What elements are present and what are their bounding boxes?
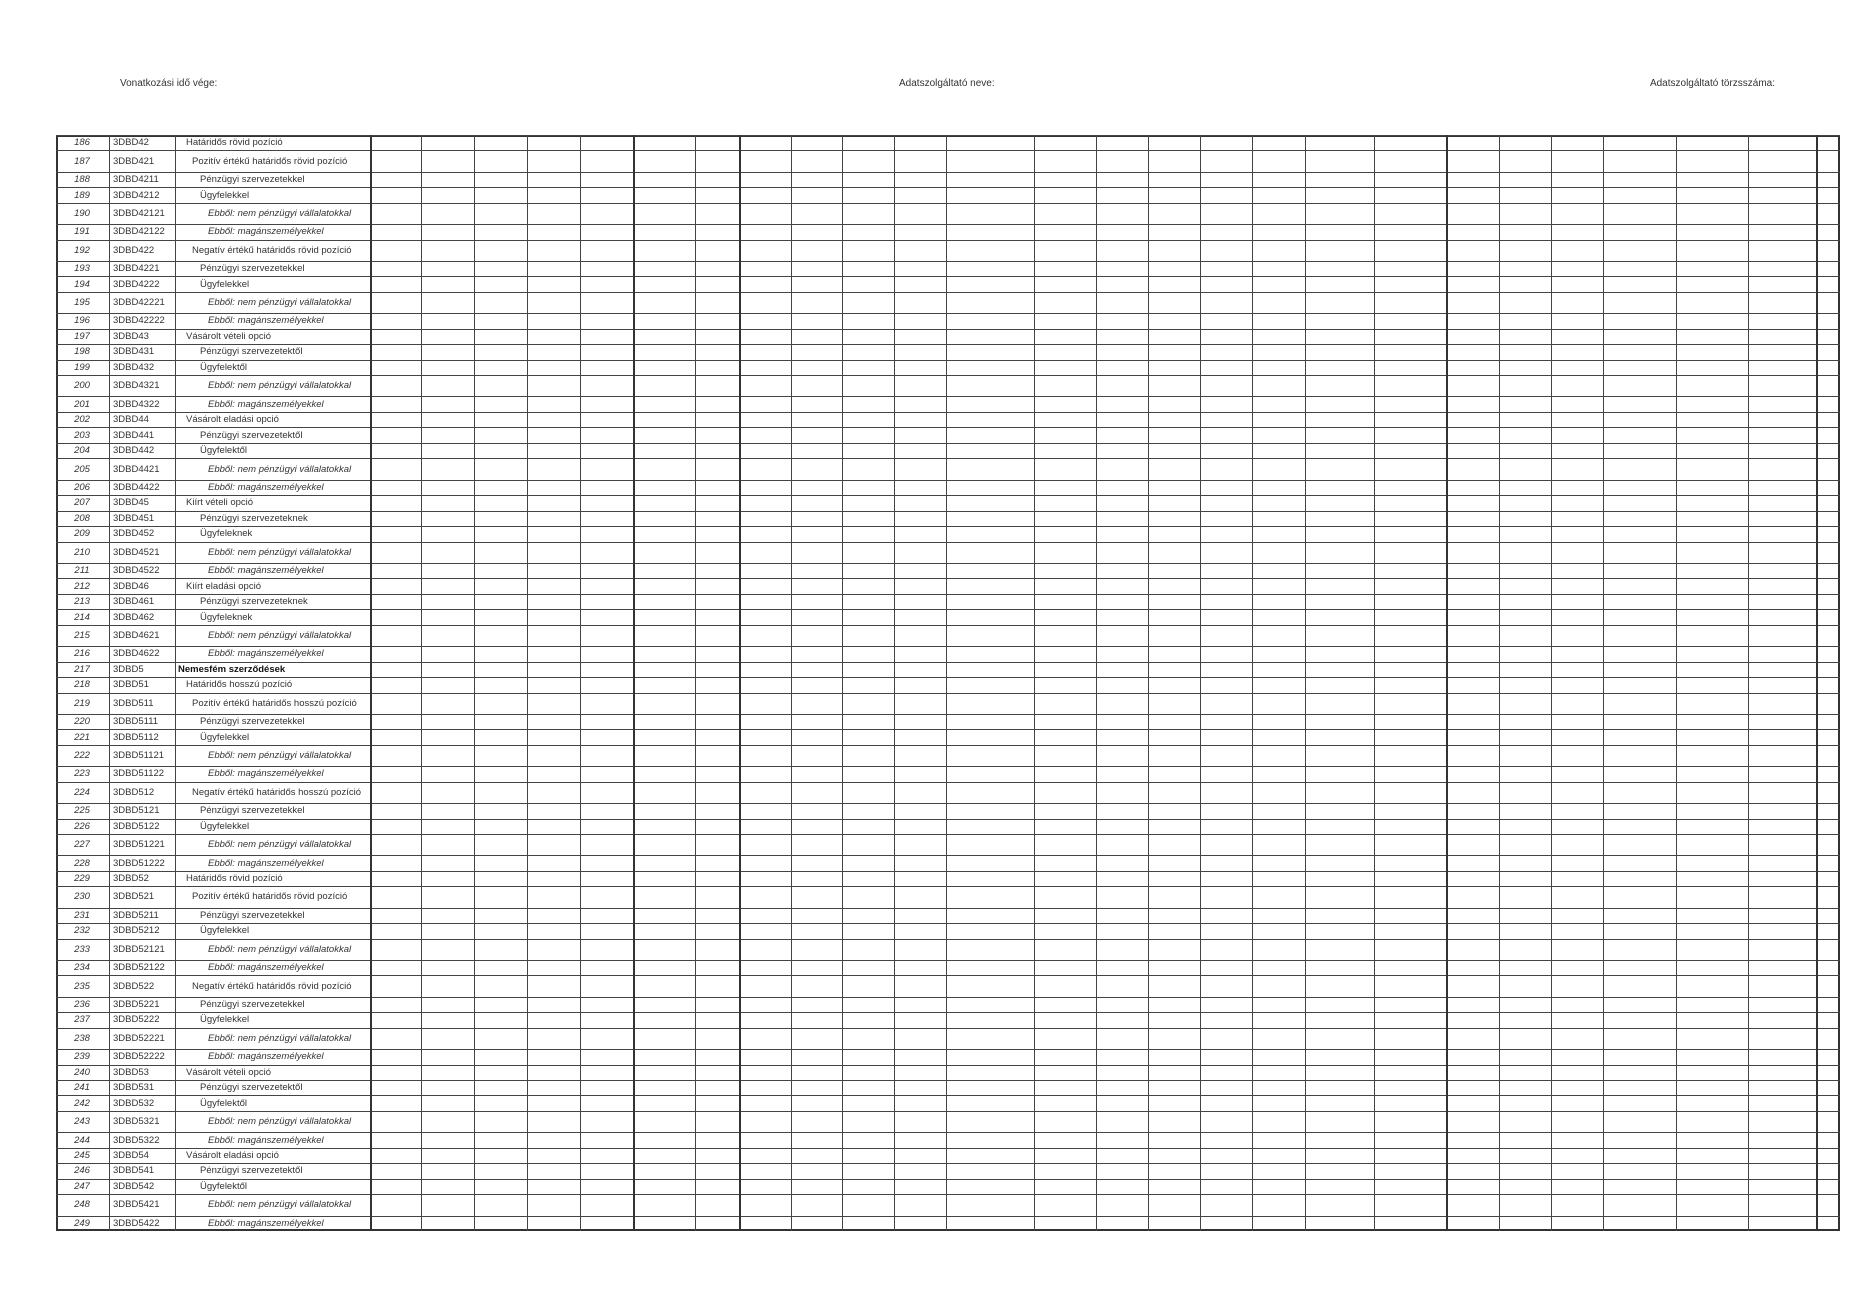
row-code: 3DBD5211 [113, 909, 159, 921]
row-number: 194 [74, 278, 90, 290]
row-number: 248 [74, 1199, 90, 1211]
row-code: 3DBD5421 [113, 1199, 160, 1211]
column-divider [633, 135, 635, 1231]
row-code: 3DBD54 [113, 1149, 149, 1161]
row-code: 3DBD522 [113, 980, 155, 992]
table-row [56, 1194, 1840, 1215]
row-label: Ebből: magánszemélyekkel [208, 768, 324, 780]
column-divider [1551, 135, 1552, 1231]
table-row [56, 261, 1840, 276]
row-label: Ügyfeleknek [200, 528, 253, 540]
row-number: 198 [74, 346, 90, 358]
row-label: Negatív értékű határidős hosszú pozíció [192, 786, 361, 798]
row-label: Vásárolt eladási opció [186, 414, 279, 426]
column-divider [1305, 135, 1306, 1231]
row-code: 3DBD5121 [113, 805, 160, 817]
row-number: 197 [74, 330, 90, 342]
table-row [56, 960, 1840, 975]
table-row [56, 997, 1840, 1012]
row-code: 3DBD5122 [113, 820, 160, 832]
row-label: Pénzügyi szervezetekkel [200, 805, 305, 817]
column-divider [1676, 135, 1677, 1231]
row-number: 201 [74, 398, 90, 410]
row-number: 187 [74, 155, 90, 167]
table-row [56, 135, 1840, 150]
row-label: Ügyfelekkel [200, 1014, 250, 1026]
row-label: Negatív értékű határidős rövid pozíció [192, 980, 352, 992]
row-label: Pénzügyi szervezetektől [200, 346, 303, 358]
row-label: Határidős rövid pozíció [186, 873, 283, 885]
row-number: 211 [74, 565, 90, 577]
row-label: Kiírt eladási opció [186, 580, 261, 592]
table-row [56, 803, 1840, 818]
row-number: 239 [74, 1051, 90, 1063]
row-number: 230 [74, 891, 90, 903]
row-number: 238 [74, 1032, 90, 1044]
row-number: 219 [74, 697, 90, 709]
row-code: 3DBD421 [113, 155, 155, 167]
row-number: 205 [74, 463, 90, 475]
data-sheet-table [56, 135, 1840, 1231]
column-divider [842, 135, 843, 1231]
row-label: Ügyfelekkel [200, 820, 250, 832]
row-number: 232 [74, 925, 90, 937]
row-code: 3DBD542 [113, 1180, 155, 1192]
table-row [56, 150, 1840, 171]
table-row [56, 224, 1840, 239]
table-row [56, 939, 1840, 960]
table-row [56, 427, 1840, 442]
table-row [56, 511, 1840, 526]
row-code: 3DBD4211 [113, 174, 159, 186]
row-label: Pozitív értékű határidős rövid pozíció [192, 155, 348, 167]
column-divider [1252, 135, 1253, 1231]
row-label: Ügyfelektől [200, 1180, 247, 1192]
row-code: 3DBD52221 [113, 1032, 165, 1044]
row-code: 3DBD4422 [113, 481, 160, 493]
row-code: 3DBD4222 [113, 278, 160, 290]
row-number: 186 [74, 137, 90, 149]
row-label: Ebből: magánszemélyekkel [208, 1217, 324, 1229]
row-number: 245 [74, 1149, 90, 1161]
row-number: 207 [74, 497, 90, 509]
row-label: Ebből: magánszemélyekkel [208, 857, 324, 869]
row-code: 3DBD5111 [113, 716, 159, 728]
row-code: 3DBD51221 [113, 839, 165, 851]
row-number: 237 [74, 1014, 90, 1026]
row-label: Ebből: nem pénzügyi vállalatokkal [208, 380, 352, 392]
row-number: 226 [74, 820, 90, 832]
row-code: 3DBD45 [113, 497, 149, 509]
column-divider [580, 135, 581, 1231]
row-label: Ebből: nem pénzügyi vállalatokkal [208, 1116, 352, 1128]
row-label: Pozitív értékű határidős rövid pozíció [192, 891, 348, 903]
row-number: 220 [74, 716, 90, 728]
row-number: 231 [74, 909, 90, 921]
table-row [56, 495, 1840, 510]
row-number: 225 [74, 805, 90, 817]
row-number: 242 [74, 1097, 90, 1109]
table-row [56, 1049, 1840, 1064]
row-number: 190 [74, 207, 90, 219]
row-label: Ebből: nem pénzügyi vállalatokkal [208, 1032, 352, 1044]
column-divider [474, 135, 475, 1231]
table-row [56, 662, 1840, 677]
row-label: Pénzügyi szervezetekkel [200, 174, 305, 186]
row-code: 3DBD4212 [113, 189, 160, 201]
table-row [56, 458, 1840, 479]
column-divider [175, 135, 176, 1231]
table-row [56, 1148, 1840, 1163]
table-row [56, 329, 1840, 344]
row-code: 3DBD441 [113, 429, 155, 441]
row-number: 199 [74, 361, 90, 373]
table-row [56, 360, 1840, 375]
row-number: 249 [74, 1217, 90, 1229]
row-number: 234 [74, 962, 90, 974]
row-code: 3DBD42221 [113, 297, 165, 309]
row-number: 246 [74, 1165, 90, 1177]
table-row [56, 1012, 1840, 1027]
row-label: Ebből: nem pénzügyi vállalatokkal [208, 943, 352, 955]
table-row [56, 1028, 1840, 1049]
row-number: 209 [74, 528, 90, 540]
column-divider [1499, 135, 1500, 1231]
row-label: Ügyfeleknek [200, 611, 253, 623]
row-number: 233 [74, 943, 90, 955]
provider-registry-label: Adatszolgáltató törzsszáma: [1649, 78, 1775, 89]
table-row [56, 563, 1840, 578]
row-label: Pénzügyi szervezeteknek [200, 512, 308, 524]
row-label: Pénzügyi szervezetektől [200, 1165, 303, 1177]
table-row [56, 886, 1840, 907]
row-label: Ügyfelekkel [200, 278, 250, 290]
row-label: Ebből: nem pénzügyi vállalatokkal [208, 750, 352, 762]
row-code: 3DBD51122 [113, 768, 165, 780]
row-code: 3DBD432 [113, 361, 155, 373]
row-code: 3DBD52222 [113, 1051, 165, 1063]
row-label: Ügyfelektől [200, 445, 247, 457]
row-code: 3DBD52 [113, 873, 149, 885]
row-label: Vásárolt vételi opció [186, 1066, 272, 1078]
table-row [56, 646, 1840, 661]
column-divider [1748, 135, 1749, 1231]
row-code: 3DBD42 [113, 137, 149, 149]
row-number: 196 [74, 315, 90, 327]
row-code: 3DBD5212 [113, 925, 160, 937]
table-row [56, 693, 1840, 714]
row-code: 3DBD4321 [113, 380, 160, 392]
row-label: Ebből: nem pénzügyi vállalatokkal [208, 629, 352, 641]
row-code: 3DBD43 [113, 330, 149, 342]
row-label: Ebből: nem pénzügyi vállalatokkal [208, 1199, 352, 1211]
row-number: 217 [74, 663, 90, 675]
row-number: 188 [74, 174, 90, 186]
table-row [56, 609, 1840, 624]
table-row [56, 1080, 1840, 1095]
row-code: 3DBD4421 [113, 463, 160, 475]
row-code: 3DBD431 [113, 346, 155, 358]
row-number: 206 [74, 481, 90, 493]
table-row [56, 396, 1840, 411]
table-row [56, 908, 1840, 923]
row-number: 243 [74, 1116, 90, 1128]
row-code: 3DBD51 [113, 679, 149, 691]
row-number: 247 [74, 1180, 90, 1192]
row-label: Pénzügyi szervezetektől [200, 429, 303, 441]
table-row [56, 1163, 1840, 1178]
row-code: 3DBD4521 [113, 546, 160, 558]
row-code: 3DBD51121 [113, 750, 165, 762]
row-label: Nemesfém szerződések [178, 663, 286, 675]
row-code: 3DBD5112 [113, 731, 159, 743]
row-code: 3DBD4621 [113, 629, 160, 641]
row-number: 228 [74, 857, 90, 869]
table-row [56, 729, 1840, 744]
row-code: 3DBD5322 [113, 1134, 160, 1146]
row-code: 3DBD422 [113, 244, 155, 256]
table-row [56, 766, 1840, 781]
row-label: Határidős rövid pozíció [186, 137, 283, 149]
table-row [56, 292, 1840, 313]
column-divider [1096, 135, 1097, 1231]
row-code: 3DBD5 [113, 663, 144, 675]
column-divider [421, 135, 422, 1231]
table-row [56, 1216, 1840, 1231]
column-divider [1446, 135, 1448, 1231]
row-code: 3DBD442 [113, 445, 155, 457]
row-label: Pénzügyi szervezeteknek [200, 596, 308, 608]
column-divider [370, 135, 372, 1231]
column-divider [1374, 135, 1375, 1231]
column-divider [1603, 135, 1604, 1231]
column-divider [1148, 135, 1149, 1231]
row-code: 3DBD452 [113, 528, 155, 540]
row-code: 3DBD451 [113, 512, 155, 524]
row-number: 204 [74, 445, 90, 457]
row-code: 3DBD42222 [113, 315, 165, 327]
column-divider [695, 135, 696, 1231]
row-label: Ebből: nem pénzügyi vállalatokkal [208, 546, 352, 558]
table-row [56, 344, 1840, 359]
row-label: Ebből: magánszemélyekkel [208, 565, 324, 577]
table-row [56, 677, 1840, 692]
table-row [56, 745, 1840, 766]
row-code: 3DBD521 [113, 891, 155, 903]
table-row [56, 1111, 1840, 1132]
row-code: 3DBD5321 [113, 1116, 160, 1128]
row-number: 189 [74, 189, 90, 201]
row-label: Ebből: magánszemélyekkel [208, 226, 324, 238]
column-divider [946, 135, 947, 1231]
table-row [56, 172, 1840, 187]
row-number: 222 [74, 750, 90, 762]
table-row [56, 1095, 1840, 1110]
row-number: 192 [74, 244, 90, 256]
row-code: 3DBD462 [113, 611, 155, 623]
row-label: Pénzügyi szervezetektől [200, 1082, 303, 1094]
table-row [56, 443, 1840, 458]
column-divider [1200, 135, 1201, 1231]
row-label: Ebből: nem pénzügyi vállalatokkal [208, 463, 352, 475]
row-label: Ebből: magánszemélyekkel [208, 481, 324, 493]
row-code: 3DBD42122 [113, 226, 165, 238]
row-code: 3DBD5422 [113, 1217, 160, 1229]
table-row [56, 855, 1840, 870]
row-label: Ebből: magánszemélyekkel [208, 1051, 324, 1063]
table-row [56, 187, 1840, 202]
row-label: Ebből: nem pénzügyi vállalatokkal [208, 297, 352, 309]
row-label: Ebből: nem pénzügyi vállalatokkal [208, 839, 352, 851]
row-label: Ügyfelekkel [200, 925, 250, 937]
row-number: 208 [74, 512, 90, 524]
table-row [56, 975, 1840, 996]
table-row [56, 313, 1840, 328]
column-divider [894, 135, 895, 1231]
row-number: 221 [74, 731, 90, 743]
table-row [56, 594, 1840, 609]
table-row [56, 1065, 1840, 1080]
column-divider [109, 135, 110, 1231]
row-number: 218 [74, 679, 90, 691]
reference-period-end-label: Vonatkozási idő vége: [120, 78, 218, 89]
table-row [56, 240, 1840, 261]
row-code: 3DBD4622 [113, 648, 160, 660]
row-label: Pozitív értékű határidős hosszú pozíció [192, 697, 357, 709]
row-label: Ebből: magánszemélyekkel [208, 648, 324, 660]
provider-name-label: Adatszolgáltató neve: [899, 78, 995, 89]
row-number: 229 [74, 873, 90, 885]
row-label: Ebből: nem pénzügyi vállalatokkal [208, 207, 352, 219]
row-code: 3DBD52121 [113, 943, 165, 955]
column-divider [791, 135, 792, 1231]
table-row [56, 375, 1840, 396]
table-row [56, 625, 1840, 646]
row-label: Ebből: magánszemélyekkel [208, 315, 324, 327]
row-number: 241 [74, 1082, 90, 1094]
row-code: 3DBD512 [113, 786, 155, 798]
row-code: 3DBD42121 [113, 207, 165, 219]
row-number: 244 [74, 1134, 90, 1146]
table-row [56, 871, 1840, 886]
row-code: 3DBD531 [113, 1082, 155, 1094]
table-row [56, 819, 1840, 834]
table-row [56, 412, 1840, 427]
row-code: 3DBD541 [113, 1165, 155, 1177]
row-code: 3DBD511 [113, 697, 154, 709]
row-label: Határidős hosszú pozíció [186, 679, 293, 691]
row-label: Vásárolt eladási opció [186, 1149, 279, 1161]
row-code: 3DBD46 [113, 580, 149, 592]
row-code: 3DBD4522 [113, 565, 160, 577]
row-number: 240 [74, 1066, 90, 1078]
row-number: 215 [74, 629, 90, 641]
table-row [56, 1179, 1840, 1194]
table-row [56, 578, 1840, 593]
column-divider [1816, 135, 1818, 1231]
table-row [56, 480, 1840, 495]
column-divider [527, 135, 528, 1231]
row-number: 235 [74, 980, 90, 992]
table-row [56, 1132, 1840, 1147]
row-code: 3DBD5221 [113, 998, 160, 1010]
row-code: 3DBD5222 [113, 1014, 160, 1026]
row-code: 3DBD51222 [113, 857, 165, 869]
row-number: 236 [74, 998, 90, 1010]
row-code: 3DBD4322 [113, 398, 160, 410]
row-code: 3DBD53 [113, 1066, 149, 1078]
column-divider [739, 135, 741, 1231]
row-number: 224 [74, 786, 90, 798]
table-row [56, 203, 1840, 224]
table-row [56, 923, 1840, 938]
row-label: Negatív értékű határidős rövid pozíció [192, 244, 352, 256]
table-row [56, 542, 1840, 563]
table-row [56, 834, 1840, 855]
row-number: 214 [74, 611, 90, 623]
row-label: Ebből: magánszemélyekkel [208, 1134, 324, 1146]
row-label: Ebből: magánszemélyekkel [208, 398, 324, 410]
row-label: Pénzügyi szervezetekkel [200, 909, 305, 921]
row-label: Ügyfelekkel [200, 731, 250, 743]
row-number: 216 [74, 648, 90, 660]
row-number: 193 [74, 263, 90, 275]
row-number: 203 [74, 429, 90, 441]
row-label: Pénzügyi szervezetekkel [200, 998, 305, 1010]
row-label: Ügyfelektől [200, 361, 247, 373]
row-label: Ügyfelekkel [200, 189, 250, 201]
row-label: Kiírt vételi opció [186, 497, 254, 509]
row-number: 210 [74, 546, 90, 558]
table-row [56, 782, 1840, 803]
table-row [56, 714, 1840, 729]
row-number: 212 [74, 580, 90, 592]
table-row [56, 276, 1840, 291]
row-number: 213 [74, 596, 90, 608]
row-code: 3DBD4221 [113, 263, 160, 275]
row-code: 3DBD52122 [113, 962, 165, 974]
row-number: 223 [74, 768, 90, 780]
row-label: Ebből: magánszemélyekkel [208, 962, 324, 974]
row-code: 3DBD532 [113, 1097, 155, 1109]
row-number: 202 [74, 414, 90, 426]
column-divider [1034, 135, 1035, 1231]
row-number: 195 [74, 297, 90, 309]
row-label: Ügyfelektől [200, 1097, 247, 1109]
row-code: 3DBD461 [113, 596, 155, 608]
row-label: Vásárolt vételi opció [186, 330, 272, 342]
row-label: Pénzügyi szervezetekkel [200, 263, 305, 275]
row-number: 191 [74, 226, 90, 238]
row-number: 200 [74, 380, 90, 392]
row-label: Pénzügyi szervezetekkel [200, 716, 305, 728]
row-number: 227 [74, 839, 90, 851]
table-row [56, 526, 1840, 541]
row-code: 3DBD44 [113, 414, 149, 426]
